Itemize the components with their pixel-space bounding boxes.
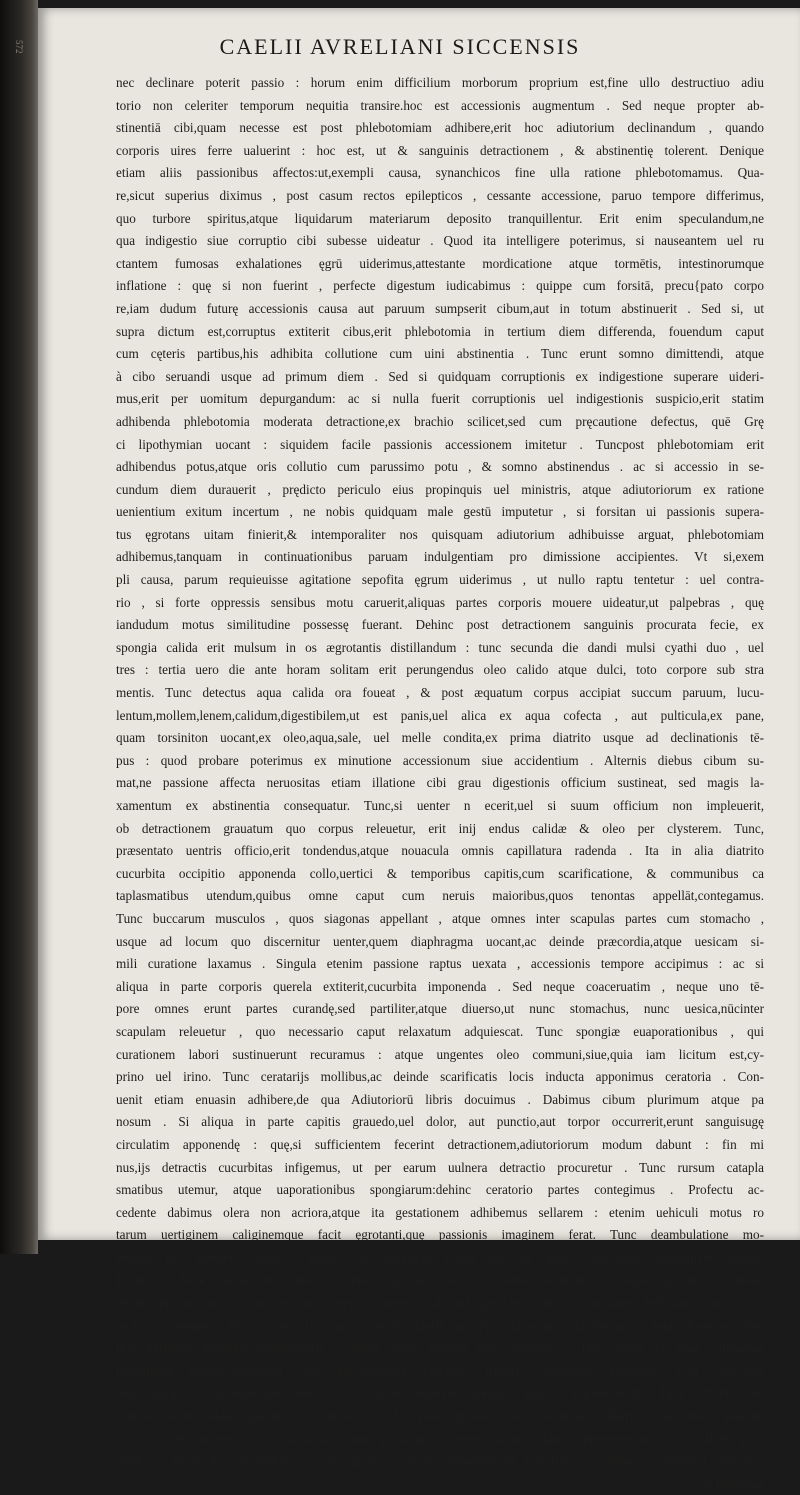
text-line: & insomnia — [702, 1475, 764, 1491]
text-line: spongia calida erit mulsum in os ægrotantis distillandum : tunc secunda die dandi mulsi cyathi duo , uel — [116, 639, 764, 655]
text-line: in cibo,quę uinosę sint qualitatis,ut sunt poma:quo corpus uinum daturi pretentemus,ut tuto dare pos- — [116, 1430, 764, 1446]
text-line: taplasmatibus utendum,quibus omne caput cum neruis maioribus,quos tenontas appellāt,contegamus. — [116, 888, 764, 904]
margin-stamp: 572 — [14, 40, 24, 54]
text-line: pore omnes erunt partes curandę,sed partiliter,atque diuerso,ut nunc stomachus, nunc uesica,nūcinter — [116, 1001, 764, 1017]
text-line: simus . atque ita seruandum, ne ijs gestis somnus suspensus,uel concisus,aut adiuncta phantasia sequatur, — [116, 1453, 764, 1469]
text-line: aliqua in parte corporis querela extiterit,cucurbita imponenda . Sed neque coaceruatim , neque uno tē- — [116, 978, 764, 994]
text-line: stinentiā cibi,quam necesse est post phlebotomiam adhibere,erit hoc adiutorium declinandum , quando — [116, 120, 764, 136]
text-line: quo turbore spiritus,atque liquidarum materiarum deposito tranquillentur. Erit enim speculandum,ne — [116, 210, 764, 226]
text-line: tus ęgrotans uitam finierit,& intemporaliter nos quisquam adiutorium adhibuisse arguat, phlebotomiam — [116, 526, 764, 542]
text-line: mat,ne passione affecta neruositas etiam illatione cibi grau digestionis officium sustineat, sed magis la- — [116, 775, 764, 791]
text-line: qua indigestio siue corruptio cibi subesse uideatur . Quod ita intelligere poterimus, si nauseantem uel ru — [116, 233, 764, 249]
text-line: cum cęteris partibus,his adhibita collutione cum uini abstinentia . Tunc erunt somno dimittendi, atque — [116, 346, 764, 362]
text-line: uenit etiam enuasin adhibere,de qua Adiutoriorū libris docuimus . Dabimus cibum plurimum atque pa — [116, 1091, 764, 1107]
text-line: ercitio moueatur. Tunc, cum facilitas corporis fuerit accepta, lauacrum adhibemus, caput fouentes fine — [116, 1317, 764, 1333]
text-line: supra dictum est,corruptus extiterit cibus,erit phlebotomia in tertium diem differenda, fouendum caput — [116, 323, 764, 339]
text-line: nec declinare poterit passio : horum enim difficilium morborum proprium est,fine ullo destructiuo adiu — [116, 75, 764, 90]
text-line: ci lipothymian uocant : siquidem facile passionis accessionem imitetur . Tuncpost phlebotomiam erit — [116, 436, 764, 452]
text-line: ullo percussu manibus subterpositis : implet enim sensum eius demersio . Tunc etiam in aqua calida,quā — [116, 1340, 764, 1356]
running-head: CAELII AVRELIANI SICCENSIS — [219, 34, 581, 59]
text-line: præsentato uentris officio,erit tondendus,atque nouacula omnis capillatura radenda . Ita in alia diatrito — [116, 843, 764, 859]
text-line: adhibendus potus,atque oris collutio cum parussimo potu , & somno abstinendus . ac si accessio in se- — [116, 459, 764, 475]
text-line: rio , si forte oppressis sensibus motu caruerit,aliquas partes corporis mouere uideatur,ut palpebras , quę — [116, 594, 764, 610]
text-line: curationem labori sustinuerunt recuramus : atque ungentes oleo communi,siue,quia iam licitum est,cy- — [116, 1046, 764, 1062]
text-line: Tunc buccarum musculos , quos siagonas appellant , atque omnes inter scapulas partes cum stomacho , — [116, 910, 764, 926]
text-line: smatibus utemur, atque uaporationibus spongiarum:dehinc ceratorio partes contegimus . Profectu ac- — [116, 1182, 764, 1198]
text-line: usque ad locum quo discernitur uenter,quem diaphragma uocant,ac deinde præcordia,atque uesicam si- — [116, 933, 764, 949]
text-line: mus,erit per uomitum depurgandum: ac si nulla fuerit corruptionis uel indigestionis suspicio,erit statim — [116, 391, 764, 407]
text-line: uendus pro temporis aere , atque loco lucido,& longo ductu,ne iugi conuersione uertiginem sentiat. — [116, 1249, 764, 1265]
text-line: nus,ijs detractis cucurbitas infigemus, ut per earum uulnera detractio procuretur . Tunc rursum catapla — [116, 1159, 764, 1175]
book-binding — [0, 0, 38, 1254]
text-line: iandudum motus similitudine possessę fuerant. Dehinc post detractionem sanguinis procurata fecie, ex — [116, 617, 764, 633]
text-line: Dehinc,si ferre ualuerit,etiā uocis atque corporis exercitio utemur:monentes,ut neque spiritum retineat, — [116, 1272, 764, 1288]
text-line: rium,simplicem,media qualitate confectum . Et post primam uel secundam diatriton dabimus quędam — [116, 1408, 764, 1424]
text-line: tarum uertiginem caliginemque facit ęgrotanti,quę passionis imaginem ferat. Tunc deambulatione mo- — [116, 1227, 764, 1243]
text-line: cucurbita occipitio apponenda collo,uertici & temporibus capitis,cum scarificatione, & communibus ca — [116, 865, 764, 881]
text-line: xamentum ex abstinentia consequatur. Tunc,si uenter n ecerit,uel si suum officium non impleuerit, — [116, 798, 764, 813]
text-line: cedente dabimus olera non acriora,atque ita gestationem adhibemus sellarem : etenim uehiculi motus ro — [116, 1204, 764, 1220]
text-line: re,iam dudum futurę accessionis causa aut paruum sumpserit cibum,aut in totum abstinuerit . Sed si, ut — [116, 300, 764, 316]
text-line: circulatim apponendę : quę,si sufficientem fecerint detractionem,adiutoriorum modum dabunt : fin mi — [116, 1136, 764, 1152]
text-line: torio non celeriter temporum nequitia transire.hoc est accessionis augmentum . Sed neque propter ab- — [116, 97, 764, 113]
text-line: adhibemus,tanquam in continuationibus paruam indulgentiam pro dimissione accipientes. Vt si,exem — [116, 549, 764, 565]
text-line: etiam aliis passionibus affectos:ut,exempli causa, synanchicos fine ulla ratione phlebotomamus. Qua- — [116, 165, 764, 181]
text-line: quam torsiniton uocant,ex oleo,aqua,sale, uel melle condita,ex prima diatrito usque ad declinationis tē- — [116, 730, 764, 746]
text-line: cundum diem durauerit , prędicto periculo eius propinquis uel ministris, atque adiutoriorum ex ratione — [116, 481, 764, 497]
text-line: à cibo seruandi usque ad primum diem . Sed si quidquam corruptionis ex indigestione superare uideri- — [116, 368, 764, 384]
text-line: mentis. Tunc detectus aqua calida ora foueat , & post æquatum corpus accipiat succum paruum, lucu- — [116, 685, 764, 701]
text-line: mili curatione laxamus . Singula etenim passione raptus uexata , accessionis tempore accipimus : ac si — [116, 956, 764, 972]
text-line: neque pronus uel circunflexus,aut sępe conuersus aliquid gerat,sed pingui unctione defricatus stanti ex- — [116, 1295, 764, 1311]
text-line: adhibenda phlebotomia moderata detractione,ex brachio scilicet,sed cum pręcautione defectus, quē Grę — [116, 413, 764, 429]
text-line: scapulam releuetur , quo necessario caput relaxatum adquiescat. Tunc spongiæ euaporationibus , qui — [116, 1023, 764, 1039]
text-line: uenientium exitum incertum , ne nobis quidquam male gestū imputetur , si forsitan ui passionis supera- — [116, 504, 764, 520]
text-line: uero parum differentes,quo feruor ex capite releuetur,dabimus aquam prębihendam. Tunc cibum ua- — [116, 1385, 764, 1401]
text-line: lentum,mollem,lenem,calidum,digestibilem,ut est panis,uel alica ex aqua cofecta , aut pulticula,ex pane, — [116, 707, 764, 723]
text-line: re,sicut superius diximus , post casum rectos epilepticos , cessante accessione, paruo tempore differimus, — [116, 187, 764, 203]
text-line: ctantem fumosas exhalationes ęgrū uiderimus,attestante mordicatione atque tormētis, intestinorumque — [116, 255, 764, 271]
body-text — [116, 72, 764, 1495]
text-line: pli causa, parum requieuisse agitatione sepofita ęgrum uiderimus , ut nullo raptu tentetur : uel contra- — [116, 572, 764, 588]
text-line: prino uel irino. Tunc ceratarijs mollibus,ac deinde scarificatis locis inducta apponimus ceratoria . Con- — [116, 1069, 764, 1085]
text-line: corporis uires ferre ualuerint : hoc est, ut & sanguinis detractionem , & abstinentię tolerent. Denique — [116, 142, 764, 158]
text-line: pygolithon uocant,deponendi sunt ęgrotantes,ne percussu frigoris neruositas afficiatur. Post lauacrum — [116, 1362, 764, 1378]
text-line: pus : quod probare poterimus ex minutione accessionum siue accidentium . Alternis diebus cibum su- — [116, 752, 764, 768]
text-line: inflatione : quę si non fuerint , perfecte digestum iudicabimus : quippe cum forsitā, precu{pato corpo — [116, 278, 764, 294]
text-line: ob detractionem grauatum quo corpus releuetur, erit inij endus calidæ & oleo per clysterem. Tunc, — [116, 820, 764, 836]
text-line: tres : tertia uero die ante horam solitam erit perungendus oleo calido atque dulci, toto corpore sub stra — [116, 662, 764, 678]
text-line: nosum . Si aliqua in parte capitis grauedo,uel dolor, aut punctio,aut torpor occurrerit,erunt sanguisugę — [116, 1114, 764, 1130]
